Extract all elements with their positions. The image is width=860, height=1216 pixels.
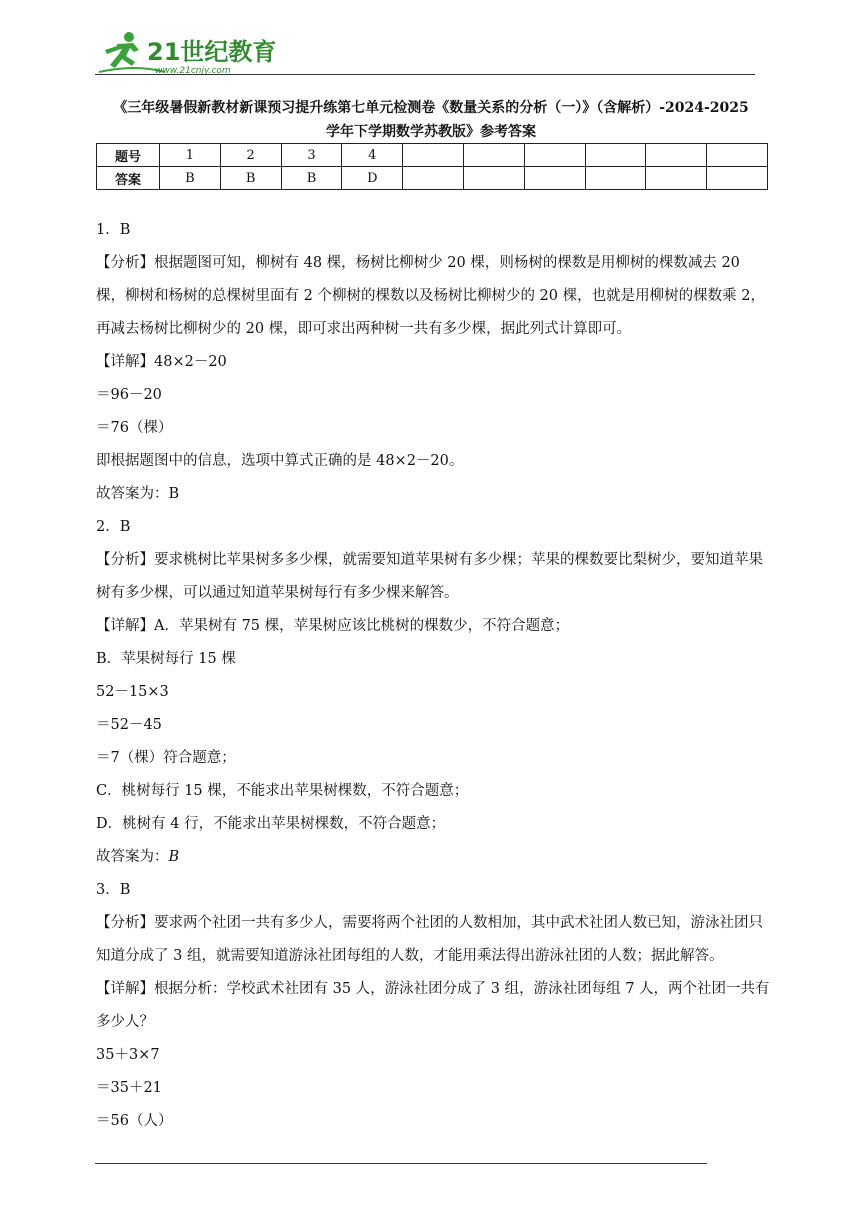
q1-conclusion: 即根据题图中的信息，选项中算式正确的是 48×2－20。	[96, 453, 464, 469]
q2-number: 2．B	[96, 519, 131, 535]
table-cell	[585, 167, 646, 190]
table-cell: B	[160, 167, 221, 190]
table-cell: D	[342, 167, 403, 190]
q2-step-2: ＝52－45	[96, 717, 162, 733]
q3-analysis: 【分析】要求两个社团一共有多少人，需要将两个社团的人数相加，其中武术社团人数已知，游泳社团只知道分成了 3 组，就需要知道游泳社团每组的人数，才能用乘法得出游泳社团的人数；据此解答。	[96, 915, 763, 964]
table-cell	[403, 167, 464, 190]
table-cell: 4	[342, 144, 403, 167]
title-line-2: 学年下学期数学苏教版》参考答案	[326, 124, 536, 140]
answer-content	[96, 214, 772, 1138]
title-line-1: 《三年级暑假新教材新课预习提升练第七单元检测卷《数量关系的分析（一）》（含解析）-2024-2025	[113, 100, 749, 116]
table-cell	[403, 144, 464, 167]
table-cell: B	[281, 167, 342, 190]
svg-text:www.21cnjy.com: www.21cnjy.com	[155, 66, 231, 76]
question-number-row	[97, 144, 768, 167]
table-cell	[463, 144, 524, 167]
svg-text:21世纪教育: 21世纪教育	[147, 38, 277, 66]
q3-step-2: ＝35＋21	[96, 1080, 162, 1096]
q2-step-1: 52－15×3	[96, 684, 169, 700]
table-cell	[524, 167, 585, 190]
q3-step-1: 35＋3×7	[96, 1047, 160, 1063]
q2-answer-letter: B	[168, 849, 180, 865]
table-cell: 2	[220, 144, 281, 167]
page-header	[95, 28, 755, 78]
q2-answer	[96, 841, 772, 874]
answer-table	[96, 143, 768, 190]
row-label-number: 题号	[97, 144, 160, 167]
table-cell	[585, 144, 646, 167]
logo-icon	[95, 28, 295, 76]
q2-detail-c: C．桃树每行 15 棵，不能求出苹果树棵数，不符合题意；	[96, 783, 469, 799]
q3-detail: 【详解】根据分析：学校武术社团有 35 人，游泳社团分成了 3 组，游泳社团每组 7 人，两个社团一共有多少人？	[96, 981, 770, 1030]
table-cell: 3	[281, 144, 342, 167]
footer-divider	[95, 1163, 707, 1164]
q2-detail-a: 【详解】A．苹果树有 75 棵，苹果树应该比桃树的棵数少，不符合题意；	[96, 618, 570, 634]
q1-answer: 故答案为：B	[96, 486, 180, 502]
table-cell	[707, 144, 768, 167]
q2-analysis: 【分析】要求桃树比苹果树多多少棵，就需要知道苹果树有多少棵；苹果的棵数要比梨树少，要知道苹果树有多少棵，可以通过知道苹果树每行有多少棵来解答。	[96, 552, 763, 601]
table-cell	[524, 144, 585, 167]
q3-step-3: ＝56（人）	[96, 1113, 173, 1129]
q1-analysis: 【分析】根据题图可知，柳树有 48 棵，杨树比柳树少 20 棵，则杨树的棵数是用柳树的棵数减去 20 棵，柳树和杨树的总棵树里面有 2 个柳树的棵数以及杨树比柳树少的 20 棵，也就是用柳树的棵数乘 2，再减去杨树比柳树少的 20 棵，即可求出两种树一共有多少棵，据此列式计算即可。	[96, 255, 765, 337]
document-title	[95, 96, 767, 144]
q2-detail-d: D．桃树有 4 行，不能求出苹果树棵数，不符合题意；	[96, 816, 446, 832]
q2-answer-prefix: 故答案为：	[96, 849, 169, 865]
table-cell: B	[220, 167, 281, 190]
q1-step-2: ＝76（棵）	[96, 420, 173, 436]
q1-detail: 【详解】48×2－20	[96, 354, 227, 370]
q2-detail-b: B．苹果树每行 15 棵	[96, 651, 236, 667]
table-cell: 1	[160, 144, 221, 167]
table-cell	[463, 167, 524, 190]
row-label-answer: 答案	[97, 167, 160, 190]
header-divider	[95, 74, 755, 75]
q2-step-3: ＝7（棵）符合题意；	[96, 750, 236, 766]
table-cell	[646, 144, 707, 167]
answer-row	[97, 167, 768, 190]
q3-number: 3．B	[96, 882, 131, 898]
q1-number: 1．B	[96, 222, 131, 238]
q1-step-1: ＝96－20	[96, 387, 162, 403]
table-cell	[646, 167, 707, 190]
table-cell	[707, 167, 768, 190]
